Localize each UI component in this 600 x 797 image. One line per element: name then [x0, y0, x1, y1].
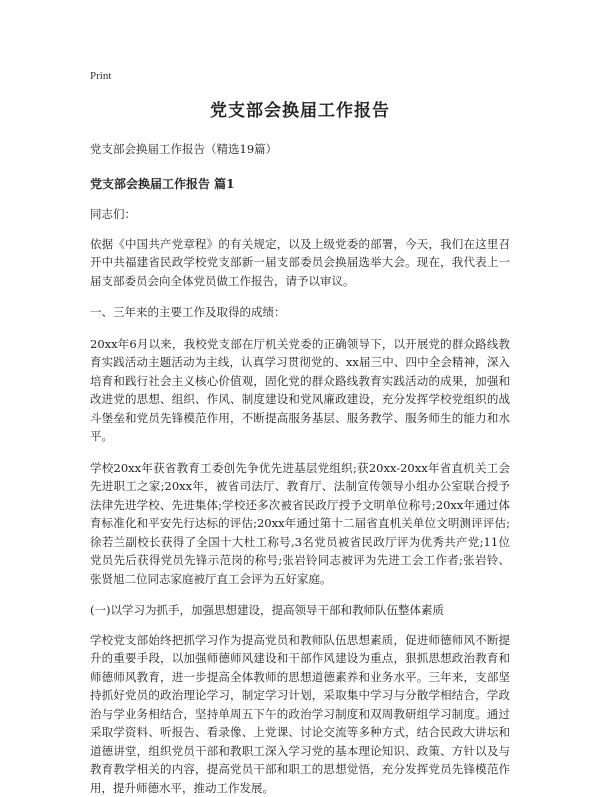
body-paragraph: 20xx年6月以来，我校党支部在厅机关党委的正确领导下，以开展党的群众路线教育实践活动主题活动为主线，认真学习贯彻党的、xx届三中、四中全会精神，深入培育和践行社会主义核心价值观，固化党的群众路线教育实践活动的成果，加强和改进党的思想、组织、作风、制度建设和党风廉政建设，充分发挥学校党组织的战斗堡垒和党员先锋模范作用，不断提高服务基层、服务教学、服务师生的能力和水平。	[90, 335, 510, 446]
document-subtitle: 党支部会换届工作报告（精选19篇）	[90, 141, 510, 157]
section-heading: 党支部会换届工作报告 篇1	[90, 175, 510, 192]
print-label[interactable]: Print	[90, 70, 510, 82]
subsection-heading: (一)以学习为抓手，加强思想建设，提高领导干部和教师队伍整体素质	[90, 601, 510, 620]
document-title: 党支部会换届工作报告	[90, 96, 510, 121]
intro-paragraph: 依据《中国共产党章程》的有关规定，以及上级党委的部署，今天，我们在这里召开中共福建省民政学校党支部新一届支部委员会换届选举大会。现在，我代表上一届支部委员会向全体党员做工作报告，请予以审议。	[90, 235, 510, 291]
greeting-paragraph: 同志们：	[90, 205, 510, 224]
body-paragraph: 学校党支部始终把抓学习作为提高党员和教师队伍思想素质，促进师德师风不断提升的重要手段，以加强师德师风建设和干部作风建设为重点，狠抓思想政治教育和师德师风教育，进一步提高全体教师的思想道德素养和业务水平。三年来，支部坚持抓好党员的政治理论学习，制定学习计划，采取集中学习与分散学相结合，学政治与学业务相结合，坚持单周五下午的政治学习制度和双周教研组学习制度。通过采取学资料、听报告、看录像、上党课、讨论交流等多种方式，结合民政大讲坛和道德讲堂，组织党员干部和教职工深入学习党的基本理论知识、政策、方针以及与教育教学相关的内容，提高党员干部和职工的思想觉悟，充分发挥党员先锋模范作用，提升师德水平，推动工作发展。	[90, 631, 510, 797]
body-paragraph: 学校20xx年获省教育工委创先争优先进基层党组织;获20xx-20xx年省直机关工会先进职工之家;20xx年，被省司法厅、教育厅、法制宣传领导小组办公室联合授予法律先进学校、先进集体;学校还多次被省民政厅授予文明单位称号;20xx年通过体育标准化和平安先行达标的评估;20xx年通过第十二届省直机关单位文明测评评估;徐若兰副校长获得了全国十大杜工称号,3名党员被省民政厅评为优秀共产党;11位党员先后获得党员先锋示范岗的称号;张岩铃同志被评为先进工会工作者;张岩铃、张贤旭二位同志家庭被厅直工会评为五好家庭。	[90, 459, 510, 589]
section-one-heading: 一、三年来的主要工作及取得的成绩：	[90, 303, 510, 322]
